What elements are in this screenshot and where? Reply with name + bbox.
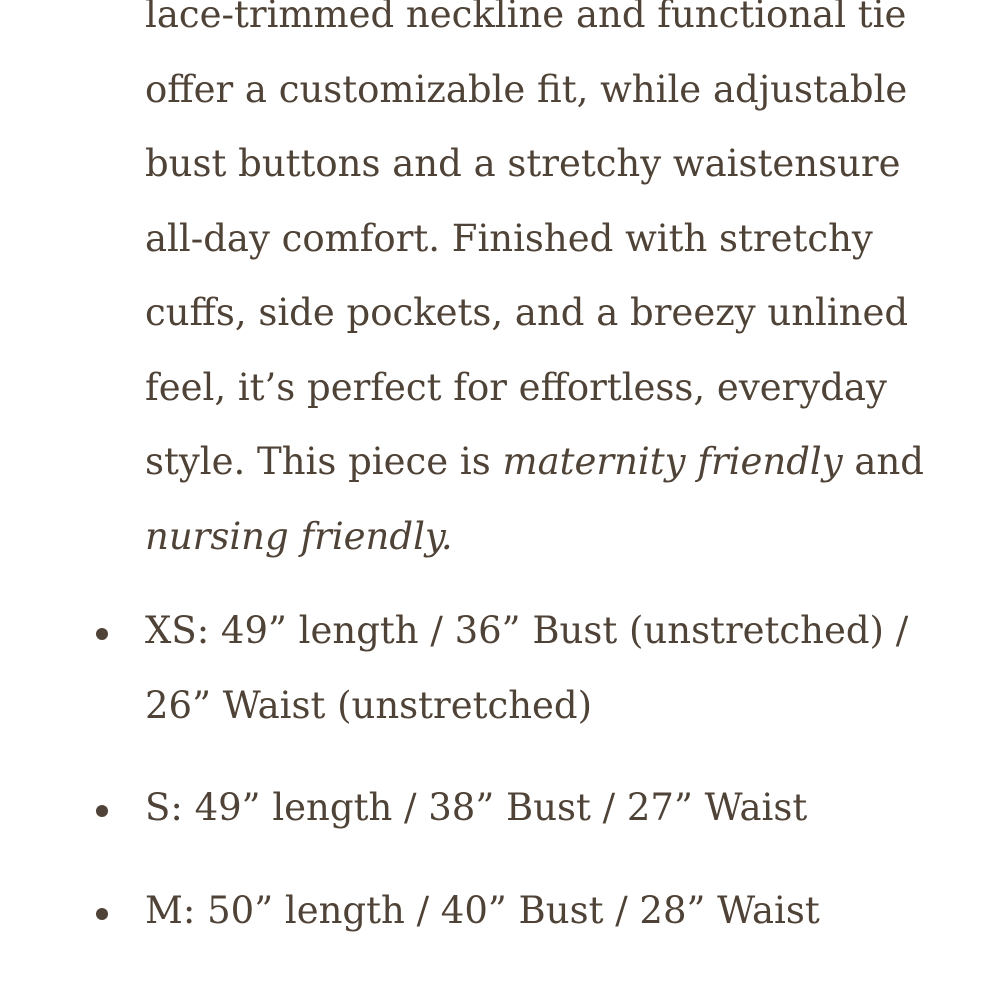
size-item-s: S: 49” length / 38” Bust / 27” Waist: [145, 771, 945, 846]
description-line: offer a customizable fit, while adjustable: [145, 67, 908, 111]
product-description-section: [145, 0, 945, 976]
size-chart-list: [145, 594, 945, 948]
maternity-friendly-text: maternity friendly: [502, 440, 843, 483]
description-line: feel, it’s perfect for effortless, everyday: [145, 365, 887, 409]
nursing-friendly-text: nursing friendly.: [145, 514, 453, 558]
description-line: and: [842, 440, 924, 483]
size-item-m: M: 50” length / 40” Bust / 28” Waist: [145, 874, 945, 949]
description-line: lace-trimmed neckline and functional tie: [145, 0, 907, 36]
description-line: bust buttons and a stretchy waistensure: [145, 142, 901, 185]
product-description: [145, 0, 945, 574]
description-line: style. This piece is: [145, 440, 503, 483]
description-line: cuffs, side pockets, and a breezy unlined: [145, 291, 909, 334]
description-line: all-day comfort. Finished with stretchy: [145, 216, 873, 260]
size-item-xs: XS: 49” length / 36” Bust (unstretched) / 26” Waist (unstretched): [145, 594, 945, 743]
